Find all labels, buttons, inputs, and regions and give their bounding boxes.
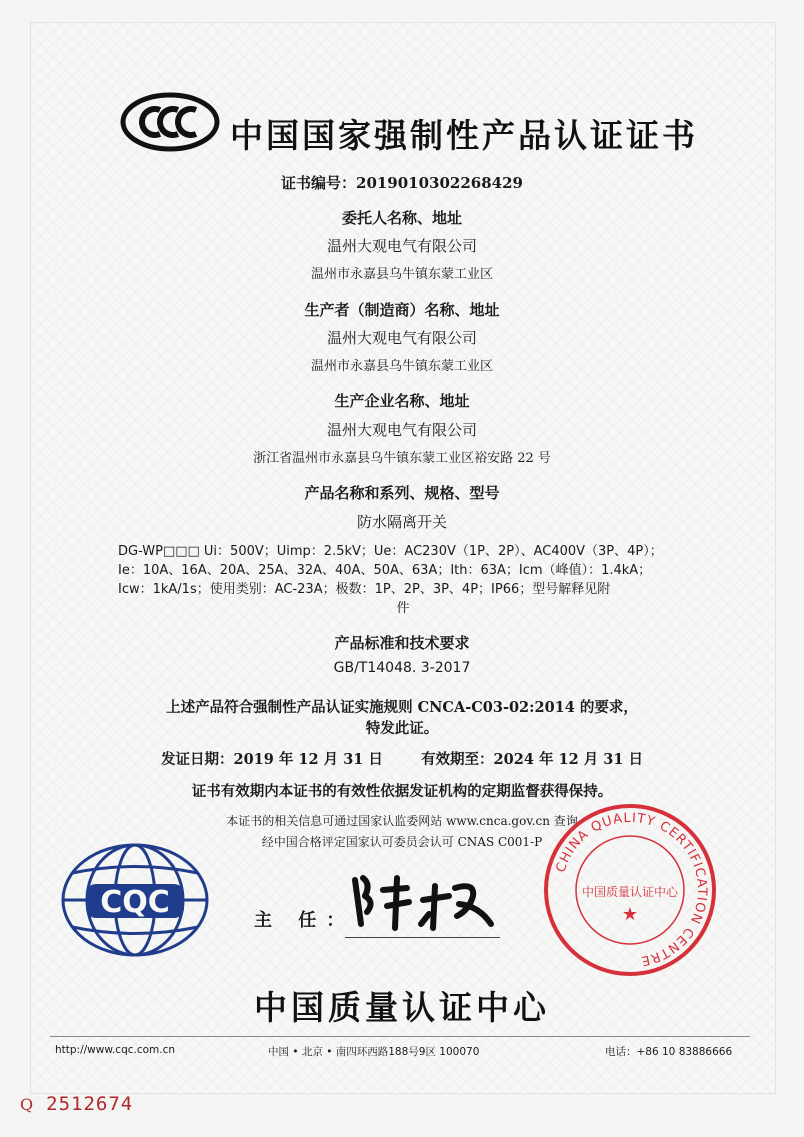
director-signature xyxy=(345,866,505,938)
issuer-name: 中国质量认证中心 xyxy=(254,988,550,1027)
cqc-globe-logo xyxy=(50,838,220,963)
ccc-mark-icon xyxy=(120,92,220,152)
conformity-line: 特发此证。 xyxy=(365,720,439,737)
issue-date: 发证日期：2019 年 12 月 31 日 xyxy=(160,751,383,768)
validity-note: 证书有效期内本证书的有效性依据发证机构的定期监督获得保持。 xyxy=(191,783,613,800)
director-label: 主 任： xyxy=(254,910,355,931)
factory-heading: 生产企业名称、地址 xyxy=(334,392,470,410)
seal-inner-text: 中国质量认证中心 xyxy=(581,885,679,899)
footer-website: http://www.cqc.com.cn xyxy=(55,1044,176,1056)
certificate-title: 中国国家强制性产品认证证书 xyxy=(230,116,698,155)
serial-number: 2512674 xyxy=(46,1093,134,1115)
signature-line xyxy=(345,937,500,938)
manufacturer-heading: 生产者（制造商）名称、地址 xyxy=(304,301,500,319)
applicant-name: 温州大观电气有限公司 xyxy=(326,237,477,255)
serial-number-row xyxy=(20,1093,133,1115)
standard-heading: 产品标准和技术要求 xyxy=(334,634,470,652)
manufacturer-address: 温州市永嘉县乌牛镇东蒙工业区 xyxy=(310,359,493,374)
info-note: 本证书的相关信息可通过国家认监委网站 www.cnca.gov.cn 查询 xyxy=(226,814,578,828)
spec-line: 件 xyxy=(396,601,410,616)
seal-arc-text: CHINA QUALITY CERTIFICATION CENTRE xyxy=(553,810,710,969)
product-name: 防水隔离开关 xyxy=(356,513,447,531)
spec-line: Ie：10A、16A、20A、25A、32A、40A、50A、63A；Ith：63A；Icm（峰值）：1.4kA； xyxy=(118,563,652,578)
footer-address: 中国 • 北京 • 南四环西路188号9区 100070 xyxy=(268,1046,480,1058)
product-heading: 产品名称和系列、规格、型号 xyxy=(304,484,500,502)
dates-row xyxy=(30,748,774,769)
cqc-logo-text: CQC xyxy=(100,885,170,920)
product-specification xyxy=(118,542,688,618)
conformity-statement xyxy=(30,697,774,739)
standard-value: GB/T14048. 3-2017 xyxy=(333,660,471,676)
expiry-date: 有效期至：2024 年 12 月 31 日 xyxy=(421,751,644,768)
certificate-number: 证书编号：2019010302268429 xyxy=(281,174,523,192)
conformity-line: 上述产品符合强制性产品认证实施规则 CNCA-C03-02:2014 的要求， xyxy=(166,699,638,716)
footer-divider xyxy=(50,1036,750,1037)
manufacturer-name: 温州大观电气有限公司 xyxy=(326,329,477,347)
accreditation-note: 经中国合格评定国家认可委员会认可 CNAS C001-P xyxy=(261,835,543,849)
spec-line: Icw：1kA/1s；使用类别：AC-23A；极数：1P、2P、3P、4P；IP66；型号解释见附 xyxy=(118,582,611,597)
serial-prefix: Q xyxy=(20,1095,35,1114)
spec-line: DG-WP□□□ Ui：500V；Uimp：2.5kV；Ue：AC230V（1P、2P）、AC400V（3P、4P）； xyxy=(118,544,663,559)
seal-star-icon: ★ xyxy=(621,904,639,925)
factory-address: 浙江省温州市永嘉县乌牛镇东蒙工业区裕安路 22 号 xyxy=(253,451,551,466)
footer-phone: 电话：+86 10 83886666 xyxy=(605,1046,733,1058)
cqc-official-seal xyxy=(540,800,720,980)
factory-name: 温州大观电气有限公司 xyxy=(326,421,477,439)
applicant-heading: 委托人名称、地址 xyxy=(341,209,462,227)
applicant-address: 温州市永嘉县乌牛镇东蒙工业区 xyxy=(310,267,493,282)
